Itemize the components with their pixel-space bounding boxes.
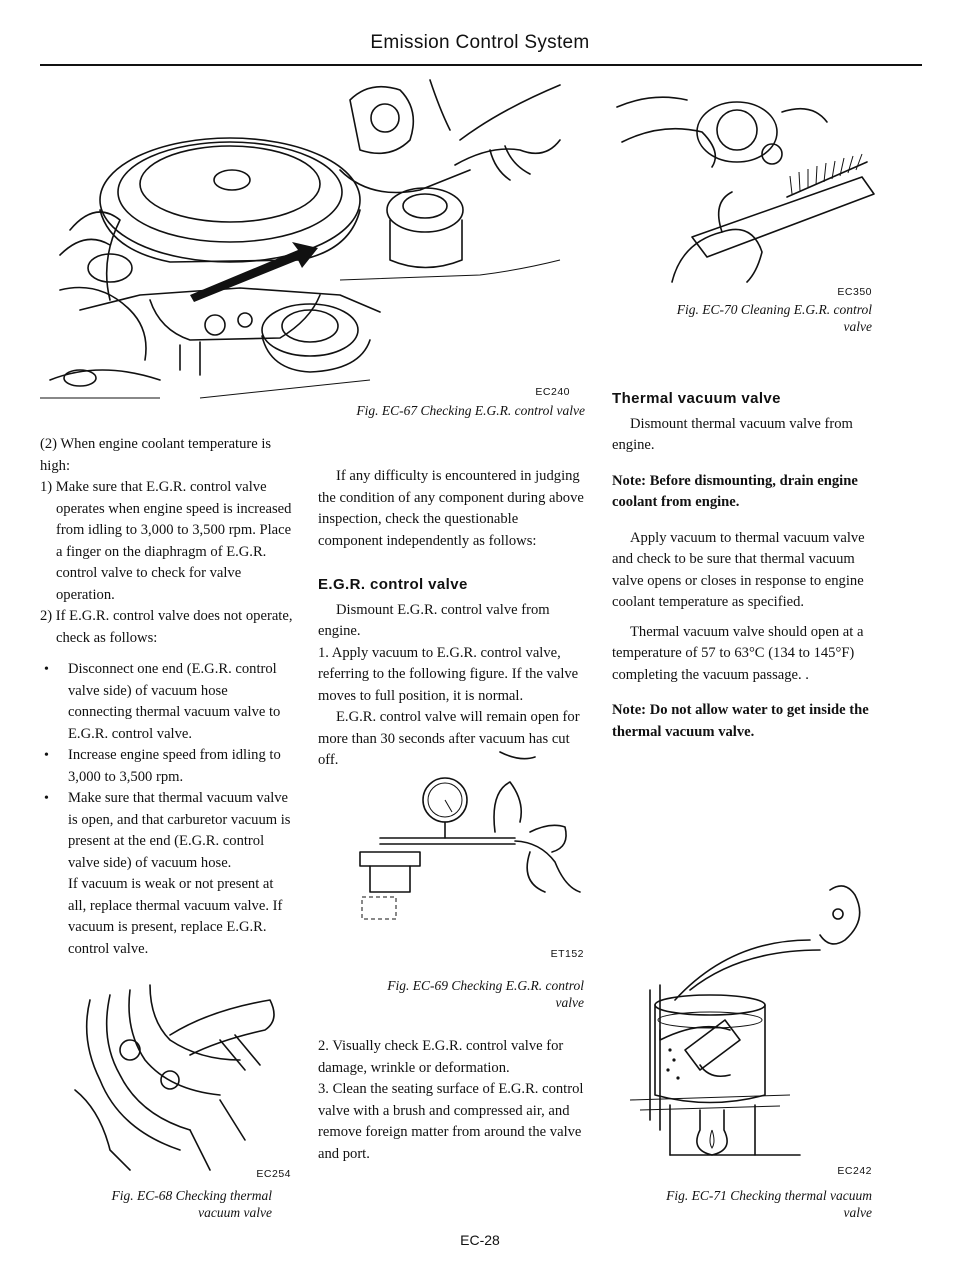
note-drain-coolant	[612, 471, 874, 514]
bullet-text: Disconnect one end (E.G.R. control valve side) of vacuum hose connecting thermal vacuum valve to E.G.R. control valve.	[68, 661, 281, 742]
fig71-caption-line2: valve	[843, 1205, 872, 1220]
brush-cleaning-illustration	[612, 82, 882, 282]
fig68-caption-line1: Fig. EC-68 Checking thermal	[111, 1188, 272, 1203]
egr-step-1: 1. Apply vacuum to E.G.R. control valve, referring to the following figure. If the valve moves to full position, it is normal.	[318, 644, 579, 704]
fig69-code: ET152	[550, 948, 584, 960]
note-label: Note:	[612, 702, 647, 718]
page-number: EC-28	[460, 1232, 500, 1248]
fig69-caption-line2: valve	[555, 995, 584, 1010]
beaker-heating-illustration	[630, 880, 880, 1170]
egr-step-3: 3. Clean the seating surface of E.G.R. control valve with a brush and compressed air, and remove foreign matter from around the valve and port.	[318, 1081, 584, 1162]
left-column	[40, 434, 295, 960]
note-no-water	[612, 700, 874, 743]
bullet-check-vacuum	[40, 788, 295, 960]
component-check-intro: If any difficulty is encountered in judging the condition of any component during above inspection, check the questionable component independently as follows:	[318, 468, 584, 549]
note-text: Do not allow water to get inside the thermal vacuum valve.	[612, 702, 869, 740]
egr-step-2: 2. Visually check E.G.R. control valve for damage, wrinkle or deformation.	[318, 1038, 564, 1076]
step-1: 1) Make sure that E.G.R. control valve operates when engine speed is increased from idling to 3,000 to 3,500 rpm. Place a finger on the diaphragm of E.G.R. control valve to check for valve operation.	[40, 479, 292, 603]
note-label: Note:	[612, 472, 647, 489]
fig70-code: EC350	[837, 286, 872, 298]
fig69-caption-line1: Fig. EC-69 Checking E.G.R. control	[387, 978, 584, 993]
fig70-caption-line1: Fig. EC-70 Cleaning E.G.R. control	[676, 302, 872, 317]
thermal-vacuum-hose-illustration	[70, 980, 290, 1180]
bullet-continuation: If vacuum is weak or not present at all, replace thermal vacuum valve. If vacuum is present, replace E.G.R. control valve.	[68, 876, 283, 957]
bullet-text: Increase engine speed from idling to 3,000 to 3,500 rpm.	[68, 747, 281, 785]
fig68-caption-line2: vacuum valve	[198, 1205, 272, 1220]
vacuum-gauge-test-illustration	[340, 752, 580, 952]
fig67-code: EC240	[535, 386, 570, 398]
egr-valve-hand-illustration	[330, 70, 580, 290]
fig68-code: EC254	[256, 1168, 291, 1180]
thermal-open-temperature: Thermal vacuum valve should open at a temperature of 57 to 63°C (134 to 145°F) completing the vacuum passage. .	[612, 623, 864, 683]
egr-dismount: Dismount E.G.R. control valve from engine.	[318, 601, 550, 639]
coolant-high-intro: (2) When engine coolant temperature is high:	[40, 436, 272, 474]
middle-column	[318, 466, 586, 772]
fig70-caption-line2: valve	[843, 319, 872, 334]
thermal-dismount: Dismount thermal vacuum valve from engine.	[612, 415, 853, 453]
fig67-caption: Fig. EC-67 Checking E.G.R. control valve	[356, 403, 585, 418]
note-text: Before dismounting, drain engine coolant from engine.	[612, 472, 858, 510]
bullet-disconnect-hose	[40, 659, 295, 745]
thermal-vacuum-valve-heading: Thermal vacuum valve	[612, 390, 781, 407]
egr-step-1-continuation: E.G.R. control valve will remain open for more than 30 seconds after vacuum has cut off.	[318, 709, 580, 768]
header-rule	[40, 64, 922, 66]
step-2: 2) If E.G.R. control valve does not operate, check as follows:	[40, 608, 293, 646]
fig71-code: EC242	[837, 1165, 872, 1177]
egr-control-valve-heading: E.G.R. control valve	[318, 576, 468, 593]
thermal-apply-vacuum: Apply vacuum to thermal vacuum valve and check to be sure that thermal vacuum valve opens or closes in response to engine coolant temperature as specified.	[612, 529, 865, 610]
fig71-caption-line1: Fig. EC-71 Checking thermal vacuum	[666, 1188, 872, 1203]
bullet-increase-speed	[40, 745, 295, 788]
bullet-text: Make sure that thermal vacuum valve is open, and that carburetor vacuum is present at the end (E.G.R. control valve side) of vacuum hose.	[68, 790, 291, 871]
right-column	[612, 388, 874, 743]
page-header: Emission Control System	[370, 32, 590, 53]
middle-column-lower	[318, 1036, 586, 1165]
